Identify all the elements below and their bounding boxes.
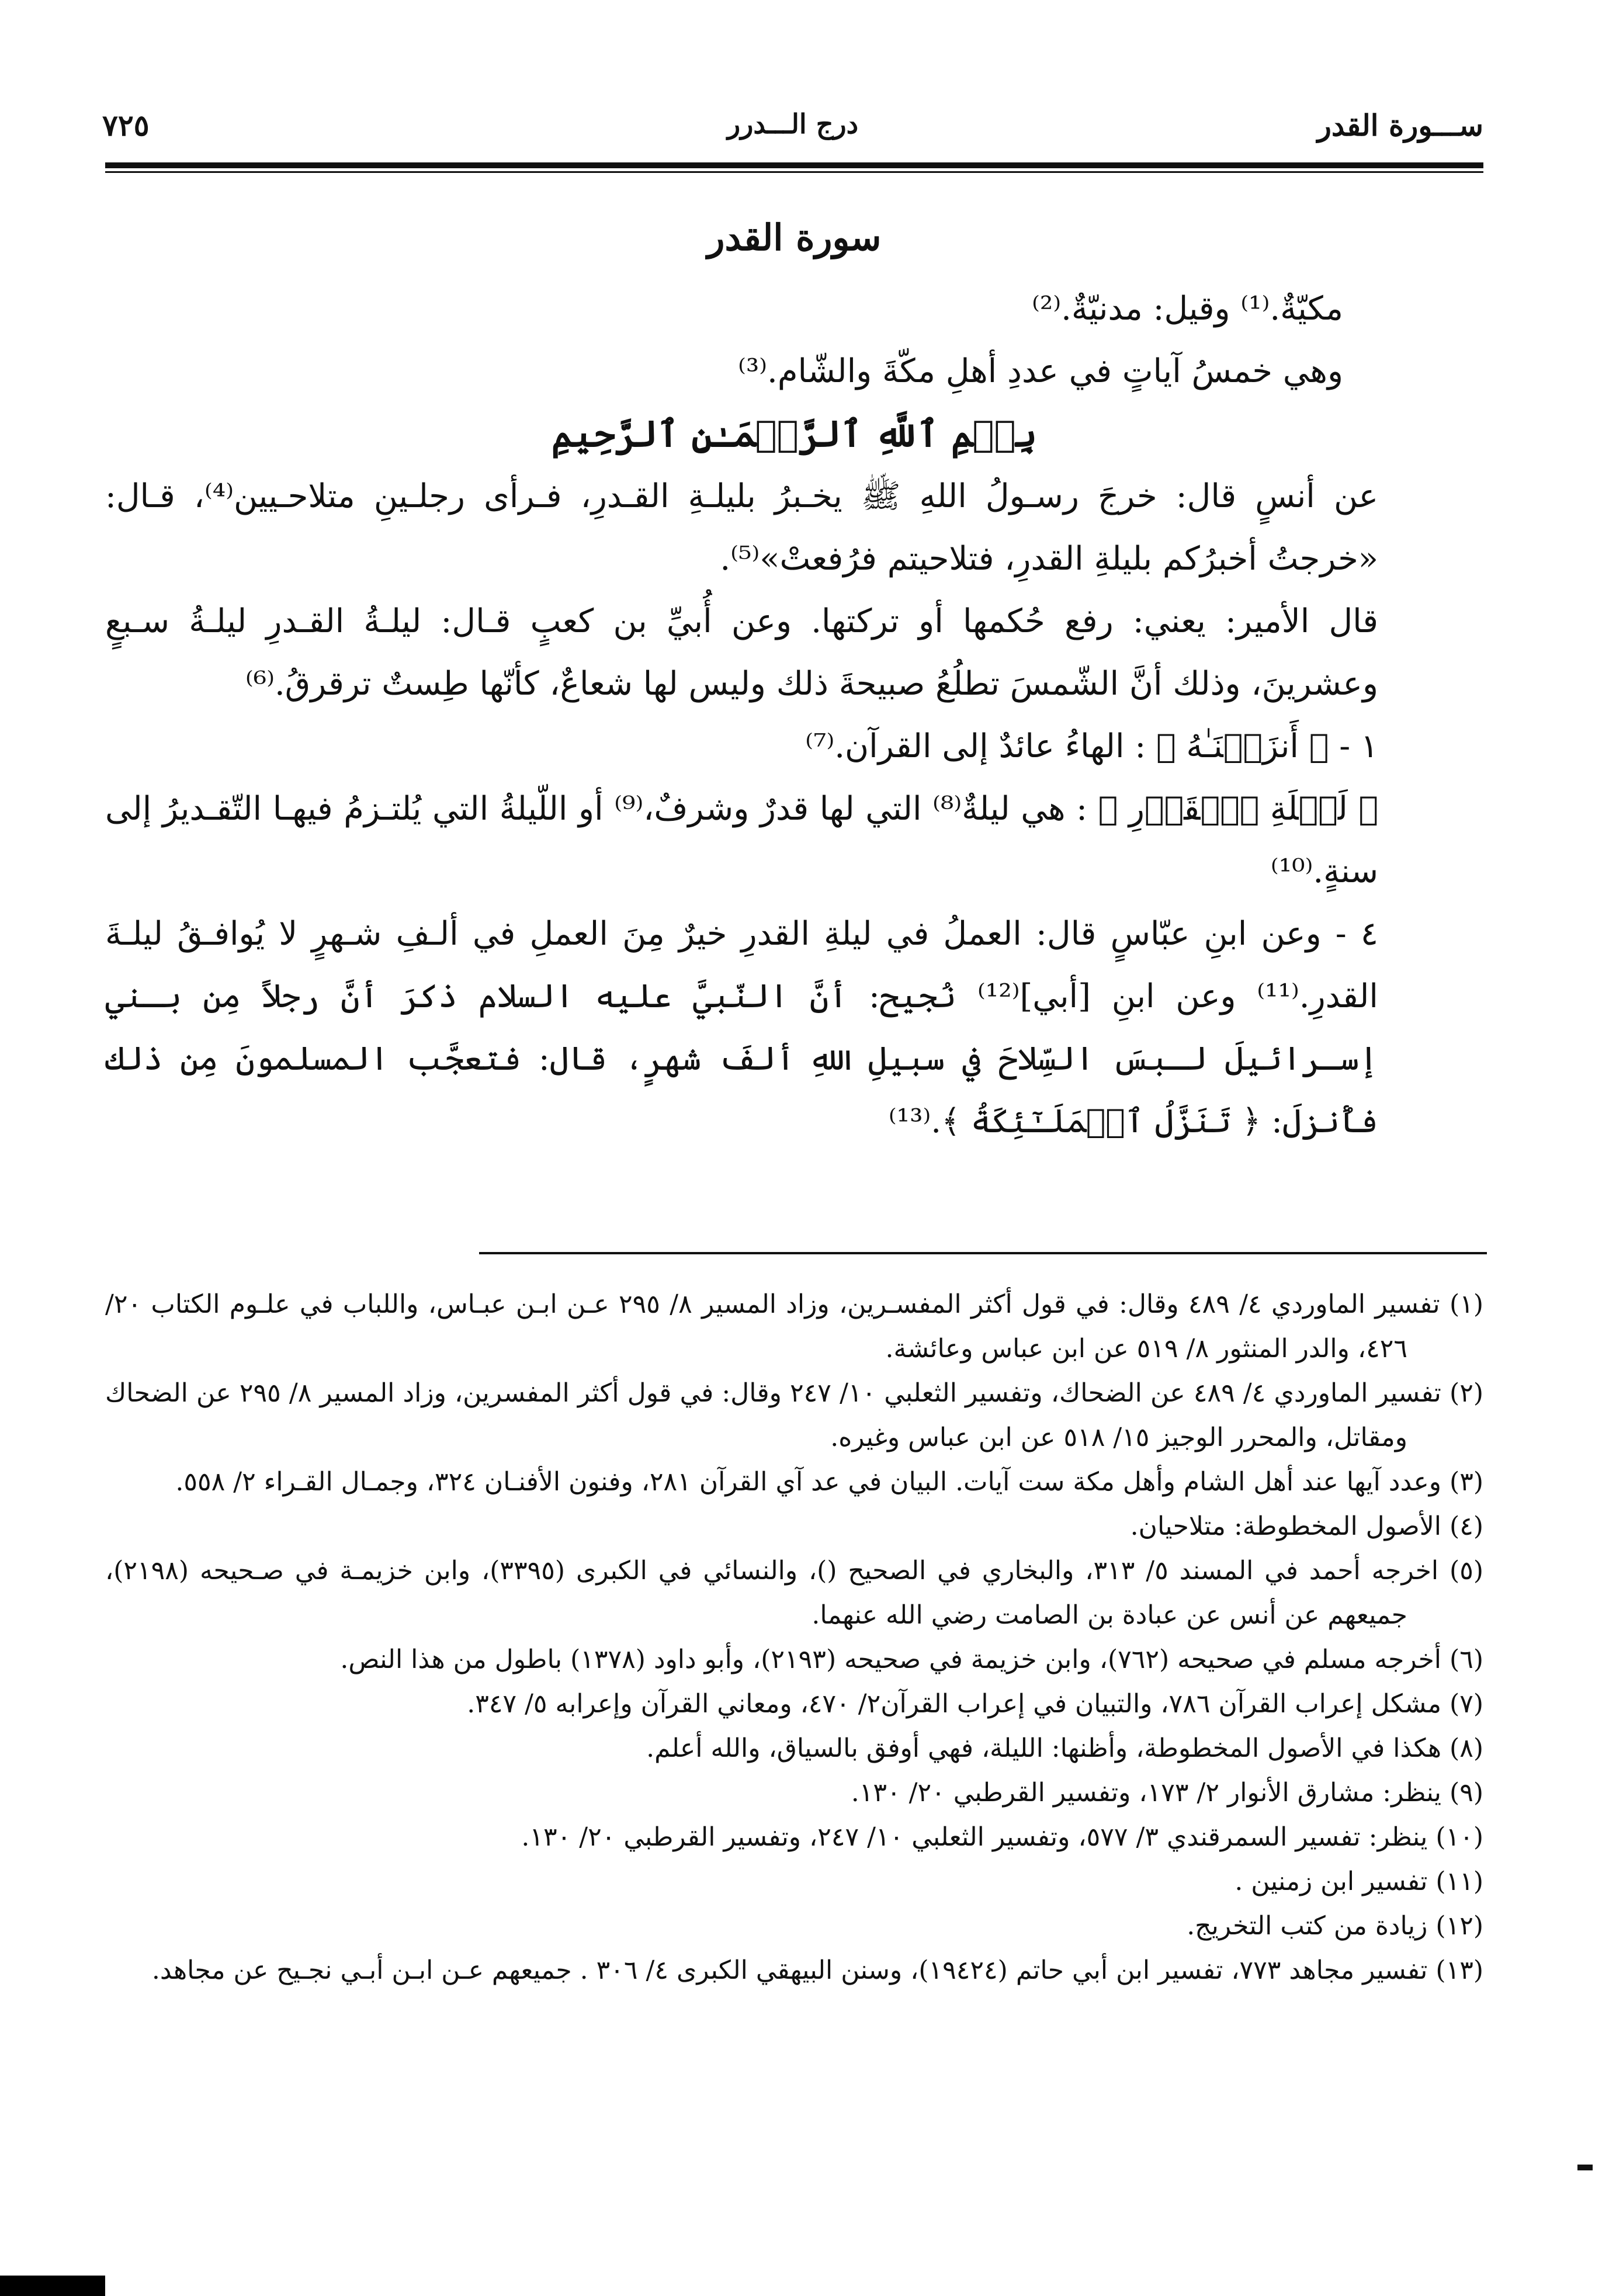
footnotes — [105, 1282, 1483, 1993]
makkiyya-line: مكيّةٌ.⁽¹⁾ وقيل: مدنيّةٌ.⁽²⁾ — [1032, 290, 1343, 328]
ayat-count-line: وهي خمسُ آياتٍ في عددِ أهلِ مكّةَ والشّام.⁽³⁾ — [738, 352, 1343, 390]
footnote: (١١) تفسير ابن زمنين . — [1235, 1867, 1483, 1896]
paragraph-verse-4: ٤ - وعن ابنِ عبّاسٍ قال: العملُ في ليلةِ القدرِ خيرٌ مِنَ العملِ في ألـفِ شـهرٍ لا يُوافـقُ ليلـةَ القدرِ.⁽¹¹⁾ وعن ابنِ [أبي]⁽¹²⁾ نُجيح: أنَّ النّبيَّ عليه السلام ذكرَ أنَّ رجلاً مِن بـني إسـرائيلَ لـبسَ السِّلاحَ في سبيلِ اللهِ ألفَ شهرٍ، قال: فتعجَّب المسلمونَ مِن ذلك فأُنزلَ: ﴿ تَنَزَّلُ ٱلۡمَلَـٰٓئِكَةُ ﴾.⁽¹³⁾ — [105, 915, 1378, 1140]
footnote: (١٣) تفسير مجاهد ٧٧٣، تفسير ابن أبي حاتم (١٩٤٢٤)، وسنن البيهقي الكبرى ٤/ ٣٠٦ . جميعهم عـن ابـن أبـي نجـيح عن مجاهد. — [151, 1955, 1483, 1985]
footnote: (١٢) زيادة من كتب التخريج. — [1187, 1911, 1483, 1941]
footnote: (٩) ينظر: مشارق الأنوار ٢/ ١٧٣، وتفسير القرطبي ٢٠/ ١٣٠. — [851, 1778, 1483, 1808]
running-header — [102, 108, 1483, 155]
paragraph-verse-1: ١ - ﴿ أَنزَلۡنَـٰهُ ﴾ : الهاءُ عائدٌ إلى القرآن.⁽⁷⁾ — [805, 727, 1378, 765]
book-title: درج الـــدرر — [727, 108, 859, 140]
footnote: (٨) هكذا في الأصول المخطوطة، وأظنها: الليلة، فهي أوفق بالسياق، والله أعلم. — [646, 1733, 1483, 1763]
footnote: (٥) اخرجه أحمد في المسند ٥/ ٣١٣، والبخاري في الصحيح ()، والنسائي في الكبرى (٣٣٩٥)، وابن خزيمـة في صـحيحه (٢١٩٨)، جميعهم عن أنس عن عبادة بن الصامت رضي الله عنهما. — [105, 1556, 1484, 1630]
footnote: (٢) تفسير الماوردي ٤/ ٤٨٩ عن الضحاك، وتفسير الثعلبي ١٠/ ٢٤٧ وقال: في قول أكثر المفسرين، وزاد المسير ٨/ ٢٩٥ عن الضحاك ومقاتل، والمحرر الوجيز ١٥/ ٥١٨ عن ابن عباس وغيره. — [105, 1378, 1483, 1452]
header-rule-thick — [105, 162, 1483, 168]
footnote: (٦) أخرجه مسلم في صحيحه (٧٦٢)، وابن خزيمة في صحيحه (٢١٩٣)، وأبو داود (١٣٧٨) باطول من هذا النص. — [340, 1645, 1483, 1674]
footnote: (١) تفسير الماوردي ٤/ ٤٨٩ وقال: في قول أكثر المفسـرين، وزاد المسير ٨/ ٢٩٥ عـن ابـن عبـاس، واللباب في علـوم الكتاب ٢٠/ ٤٢٦، والدر المنثور ٨/ ٥١٩ عن ابن عباس وعائشة. — [105, 1289, 1483, 1364]
paragraph-amir: قال الأمير: يعني: رفع حُكمها أو تركتها. وعن أُبيِّ بن كعبٍ قـال: ليلـةُ القـدرِ ليلـةُ سـبعٍ وعشرينَ، وذلك أنَّ الشّمسَ تطلُعُ صبيحةَ ذلك وليس لها شعاعٌ، كأنّها طِستٌ ترقرقُ.⁽⁶⁾ — [105, 602, 1378, 703]
footnote: (٤) الأصول المخطوطة: متلاحيان. — [1130, 1511, 1483, 1541]
basmala: بِسۡمِ ٱللَّهِ ٱلرَّحۡمَـٰنِ ٱلرَّحِيمِ — [551, 412, 1038, 455]
page-number: ٧٢٥ — [102, 108, 150, 143]
page-title: سورة القدر — [707, 216, 882, 259]
footnote: (٧) مشكل إعراب القرآن ٧٨٦، والتبيان في إعراب القرآن٢/ ٤٧٠، ومعاني القرآن وإعرابه ٥/ ٣٤٧. — [467, 1689, 1483, 1719]
scan-edge-mark — [0, 2276, 105, 2296]
main-text — [105, 278, 1483, 1153]
paragraph-laylat-al-qadr: ﴿ لَيۡلَةِ ٱلۡقَدۡرِ ﴾ : هي ليلةٌ⁽⁸⁾ التي لها قدرٌ وشرفٌ،⁽⁹⁾ أو اللّيلةُ التي يُلتـزمُ فيهـا التّقـديرُ إلى سنةٍ.⁽¹⁰⁾ — [105, 790, 1379, 890]
paragraph-anas: عن أنسٍ قال: خرجَ رسـولُ اللهِ ﷺ يخـبرُ بليلـةِ القـدرِ، فـرأى رجلـينِ متلاحـيين⁽⁴⁾، قـال: «خرجتُ أخبرُكم بليلةِ القدرِ، فتلاحيتم فرُفعتْ»⁽⁵⁾. — [105, 477, 1379, 578]
scan-margin-mark — [1577, 2165, 1593, 2170]
footnote: (٣) وعدد آيها عند أهل الشام وأهل مكة ست آيات. البيان في عد آي القرآن ٢٨١، وفنون الأفنـان ٣٢٤، وجمـال القـراء ٢/ ٥٥٨. — [175, 1467, 1483, 1497]
running-surah-name: ســـورة القدر — [1317, 108, 1483, 143]
footnote: (١٠) ينظر: تفسير السمرقندي ٣/ ٥٧٧، وتفسير الثعلبي ١٠/ ٢٤٧، وتفسير القرطبي ٢٠/ ١٣٠. — [521, 1822, 1483, 1852]
header-rule-thin — [105, 171, 1483, 173]
footnote-separator — [479, 1252, 1487, 1254]
